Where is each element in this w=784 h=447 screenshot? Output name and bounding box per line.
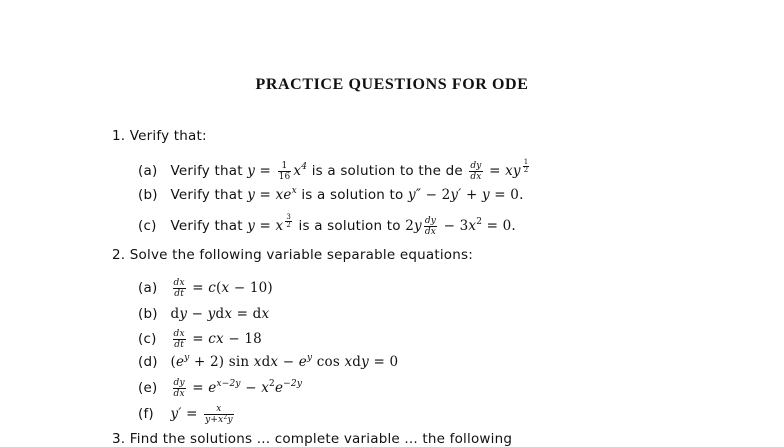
item-text: Verify that [170, 163, 243, 179]
question-2-heading: 2. Solve the following variable separable equations: [112, 247, 473, 263]
item-label: (f) [138, 406, 154, 422]
item-text: is a solution to [298, 218, 401, 234]
math-expression: y = $\frac{1}{16}$ $x^4$ [247, 161, 308, 182]
question-1c [138, 214, 516, 237]
math-expression: $(e^y + 2)$ sin xdx − $e^y$ cos xdy = 0 [170, 353, 399, 370]
question-1-heading: 1. Verify that: [112, 128, 207, 144]
math-expression: $\frac{dx}{dt}$ = cx − 18 [173, 329, 262, 350]
question-1a [138, 159, 531, 182]
item-label: (a) [138, 280, 158, 296]
question-2a [138, 278, 273, 299]
item-label: (c) [138, 331, 157, 347]
question-2f [138, 404, 236, 425]
item-text: is a solution to [301, 187, 404, 203]
math-expression: $\frac{dy}{dx}$ = $e^{x-2y} - x^2e^{-2y}$ [173, 378, 303, 399]
math-expression: y = x $^{\frac{3}{2}}$ [247, 213, 292, 234]
question-2d [138, 354, 398, 370]
question-2e [138, 378, 302, 399]
math-expression: y″ − 2y′ + y = 0. [408, 187, 524, 203]
item-label: (a) [138, 163, 158, 179]
question-2b [138, 306, 269, 322]
item-label: (b) [138, 187, 158, 203]
item-label: (c) [138, 218, 157, 234]
math-expression: $y = xe^x$ [247, 186, 297, 203]
math-expression: y′ = $\frac{x}{y+x^2y}$ [170, 404, 233, 425]
question-3-partial: 3. Find the solutions ... complete variable ... the following [112, 431, 513, 447]
document-title: PRACTICE QUESTIONS FOR ODE [255, 76, 529, 93]
math-expression: $\frac{dx}{dt}$ = c(x − 10) [173, 278, 273, 299]
item-label: (b) [138, 306, 158, 322]
item-text: is a solution to the de [311, 163, 463, 179]
item-text: Verify that [170, 187, 243, 203]
question-2c [138, 329, 262, 350]
item-label: (d) [138, 354, 158, 370]
math-expression: 2y $\frac{dy}{dx}$ − $3x^2 = 0$. [405, 216, 516, 237]
math-expression: dy − ydx = dx [170, 306, 270, 322]
question-1b [138, 187, 524, 203]
item-text: Verify that [170, 218, 243, 234]
item-label: (e) [138, 380, 158, 396]
math-expression: $\frac{dy}{dx}$ = xy $^{\frac{1}{2}}$ [470, 158, 529, 182]
